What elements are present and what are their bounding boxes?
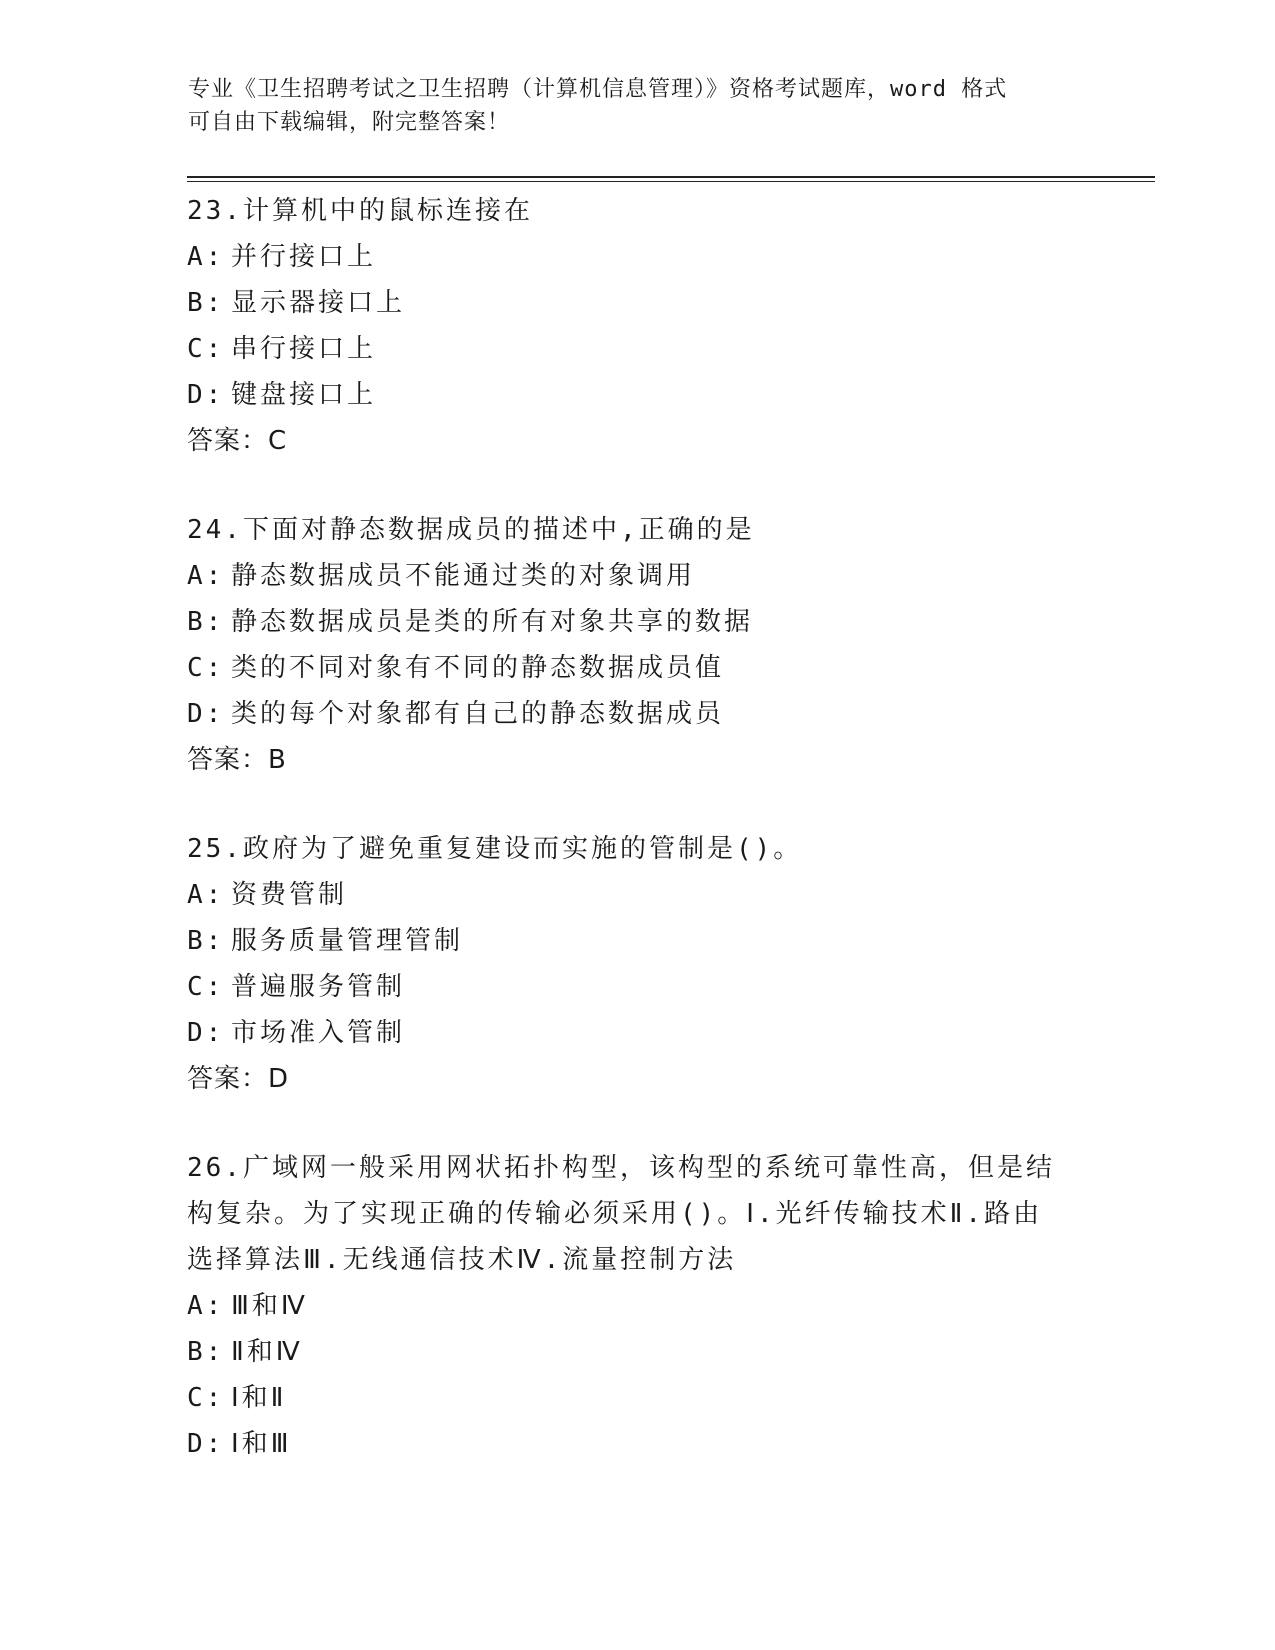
document-header — [188, 73, 1088, 139]
option-text: 静态数据成员是类的所有对象共享的数据 — [231, 607, 754, 637]
header-divider-thin — [187, 181, 1155, 182]
option-c — [187, 964, 1087, 1010]
header-line-1: 专业《卫生招聘考试之卫生招聘（计算机信息管理）》资格考试题库，word 格式 — [188, 77, 1008, 102]
question-26 — [187, 1145, 1087, 1467]
question-stem: 23.计算机中的鼠标连接在 — [187, 196, 533, 226]
option-d — [187, 1421, 1087, 1467]
question-23 — [187, 188, 1087, 464]
option-letter: C: — [187, 972, 225, 1002]
option-letter: A: — [187, 880, 225, 910]
option-letter: A: — [187, 242, 225, 272]
option-letter: D: — [187, 1018, 225, 1048]
option-text: 资费管制 — [231, 880, 348, 910]
header-line-2: 可自由下载编辑，附完整答案！ — [188, 110, 511, 135]
option-a — [187, 1283, 1087, 1329]
option-b — [187, 599, 1087, 645]
question-stem: 24.下面对静态数据成员的描述中,正确的是 — [187, 515, 755, 545]
option-text: Ⅰ和Ⅱ — [231, 1383, 287, 1413]
option-d — [187, 691, 1087, 737]
option-d — [187, 1010, 1087, 1056]
option-letter: B: — [187, 288, 225, 318]
question-24 — [187, 507, 1087, 783]
option-text: 服务质量管理管制 — [231, 926, 464, 956]
answer-line: 答案：C — [187, 426, 288, 456]
option-a — [187, 872, 1087, 918]
option-letter: B: — [187, 926, 225, 956]
option-text: 显示器接口上 — [231, 288, 406, 318]
option-c — [187, 326, 1087, 372]
option-b — [187, 280, 1087, 326]
option-text: Ⅰ和Ⅲ — [231, 1429, 292, 1459]
question-25 — [187, 826, 1087, 1102]
option-text: 键盘接口上 — [231, 380, 377, 410]
option-letter: B: — [187, 1337, 225, 1367]
option-b — [187, 918, 1087, 964]
option-letter: C: — [187, 334, 225, 364]
option-b — [187, 1329, 1087, 1375]
option-text: 静态数据成员不能通过类的对象调用 — [231, 561, 696, 591]
option-d — [187, 372, 1087, 418]
option-a — [187, 234, 1087, 280]
question-stem: 26.广域网一般采用网状拓扑构型，该构型的系统可靠性高，但是结构复杂。为了实现正确的传输必须采用()。Ⅰ.光纤传输技术Ⅱ.路由选择算法Ⅲ.无线通信技术Ⅳ.流量控制方法 — [187, 1153, 1055, 1275]
option-letter: A: — [187, 561, 225, 591]
option-text: Ⅲ和Ⅳ — [231, 1291, 308, 1321]
option-text: 市场准入管制 — [231, 1018, 406, 1048]
question-list — [187, 188, 1087, 1510]
question-stem: 25.政府为了避免重复建设而实施的管制是()。 — [187, 834, 803, 864]
option-c — [187, 1375, 1087, 1421]
option-letter: D: — [187, 1429, 225, 1459]
option-a — [187, 553, 1087, 599]
option-text: 并行接口上 — [231, 242, 377, 272]
option-text: 类的每个对象都有自己的静态数据成员 — [231, 699, 725, 729]
header-divider-thick — [187, 176, 1155, 178]
option-text: 类的不同对象有不同的静态数据成员值 — [231, 653, 725, 683]
answer-line: 答案：D — [187, 1064, 290, 1094]
option-letter: B: — [187, 607, 225, 637]
option-letter: D: — [187, 699, 225, 729]
option-letter: D: — [187, 380, 225, 410]
option-letter: A: — [187, 1291, 225, 1321]
option-c — [187, 645, 1087, 691]
option-letter: C: — [187, 1383, 225, 1413]
answer-line: 答案：B — [187, 745, 287, 775]
option-text: 串行接口上 — [231, 334, 377, 364]
option-text: 普遍服务管制 — [231, 972, 406, 1002]
option-letter: C: — [187, 653, 225, 683]
option-text: Ⅱ和Ⅳ — [231, 1337, 303, 1367]
